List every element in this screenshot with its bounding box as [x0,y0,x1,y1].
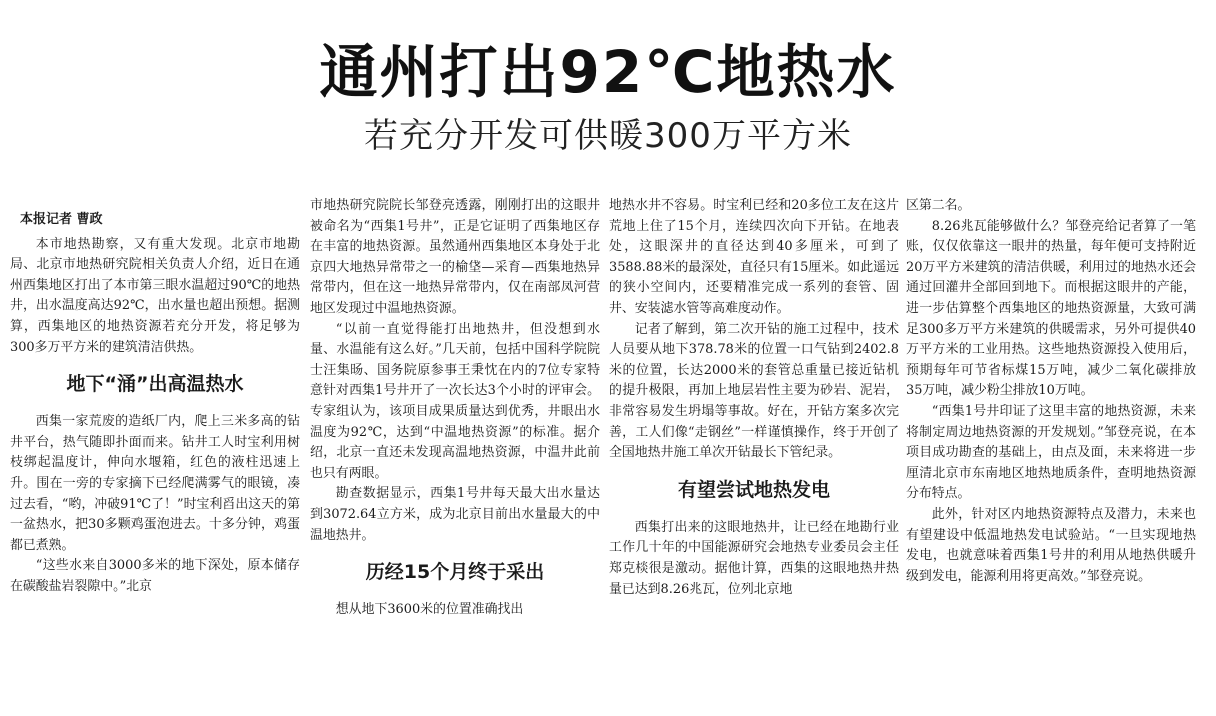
paragraph: 此外，针对区内地热资源特点及潜力，未来也有望建设中低温地热发电试验站。“一旦实现地热发电，也就意味着西集1号井的利用从地热供暖升级到发电，能源利用将更高效。”邹登亮说。 [906,506,1196,584]
paragraph: “西集1号井印证了这里丰富的地热资源，未来将制定周边地热资源的开发规划。”邹登亮说，在本项目成功勘查的基础上，由点及面，未来将进一步厘清北京市东南地区地热地质条件，查明地热资源分布特点。 [906,403,1196,502]
article-column-2 [310,196,600,706]
article-column-3 [609,196,899,706]
paragraph: 西集打出来的这眼地热井，让已经在地勘行业工作几十年的中国能源研究会地热专业委员会主任郑克棪很是激动。据他计算，西集的这眼地热井热量已达到8.26兆瓦，位列北京地 [609,519,899,597]
section-subtitle: 有望尝试地热发电 [677,478,830,501]
section-subtitle: 地下“涌”出高温热水 [66,373,244,396]
section-subtitle: 历经15个月终于采出 [365,561,545,584]
byline: 本报记者 曹政 [20,212,103,227]
paragraph: 区第二名。 [906,198,971,213]
paragraph: 西集一家荒废的造纸厂内，爬上三米多高的钻井平台，热气随即扑面而来。钻井工人时宝利用树枝绑起温度计，伸向水堰箱，红色的液柱迅速上升。围在一旁的专家摘下已经爬满雾气的眼镜，凑过去看，“哟，冲破91℃了！”时宝利舀出这天的第一盆热水，把30多颗鸡蛋泡进去。十多分钟，鸡蛋都已煮熟。 [10,414,300,553]
paragraph: 记者了解到，第二次开钻的施工过程中，技术人员要从地下378.78米的位置一口气钻到2402.8米的位置，长达2000米的套管总重量已接近钻机的提升极限，再加上地层岩性主要为砂岩、泥岩，非常容易发生坍塌等事故。好在，开钻方案多次完善，工人们像“走钢丝”一样谨慎操作，终于开创了全国地热井施工单次开钻最长下管纪录。 [609,321,899,461]
paragraph: 市地热研究院院长邹登亮透露，刚刚打出的这眼井被命名为“西集1号井”，正是它证明了西集地区存在丰富的地热资源。虽然通州西集地区本身处于北京四大地热异常带之一的榆垡—采育—西集地热异常带内，但在这一地热异常带内，仅在南部凤河营地区发现过中温地热资源。 [310,198,600,316]
headline: 通州打出92℃地热水 [319,38,897,106]
article-column-1 [10,196,300,706]
paragraph: “以前一直觉得能打出地热井，但没想到水量、水温能有这么好。”几天前，包括中国科学院院士汪集旸、国务院原参事王秉忱在内的7位专家特意针对西集1号井开了一次长达3个小时的评审会。专家组认为，该项目成果质量达到优秀，井眼出水温度为92℃，达到“中温地热资源”的标准。据介绍，北京一直还未发现高温地热资源，中温井此前也只有两眼。 [310,321,600,481]
article-column-4 [906,196,1196,706]
paragraph: 勘查数据显示，西集1号井每天最大出水量达到3072.64立方米，成为北京目前出水量最大的中温地热井。 [310,486,600,543]
paragraph: 本市地热勘察，又有重大发现。北京市地勘局、北京市地热研究院相关负责人介绍，近日在通州西集地区打出了本市第三眼水温超过90℃的地热井，出水温度高达92℃，出水量也超出预想。据测算，西集地区的地热资源若充分开发，将足够为300多万平方米的建筑清洁供热。 [10,236,300,355]
subheadline: 若充分开发可供暖300万平方米 [364,116,852,156]
paragraph: 8.26兆瓦能够做什么？邹登亮给记者算了一笔账，仅仅依靠这一眼井的热量，每年便可支持附近20万平方米建筑的清洁供暖，利用过的地热水还会通过回灌井全部回到地下。而根据这眼井的产能，进一步估算整个西集地区的地热资源量，大致可满足300多万平方米建筑的供暖需求，另外可提供40万平方米的工业用热。这些地热资源投入使用后，预期每年可节省标煤15万吨，减少二氧化碳排放35万吨，减少粉尘排放10万吨。 [906,218,1196,399]
paragraph: “这些水来自3000多米的地下深处，原本储存在碳酸盐岩裂隙中。”北京 [10,558,300,594]
paragraph: 地热水井不容易。时宝利已经和20多位工友在这片荒地上住了15个月，连续四次向下开钻。在地表处，这眼深井的直径达到40多厘米，可到了3588.88米的最深处，直径只有15厘米。如此遥远的狭小空间内，还要精准完成一系列的套管、固井、安装滤水管等高难度动作。 [609,198,899,316]
paragraph: 想从地下3600米的位置准确找出 [335,602,524,618]
